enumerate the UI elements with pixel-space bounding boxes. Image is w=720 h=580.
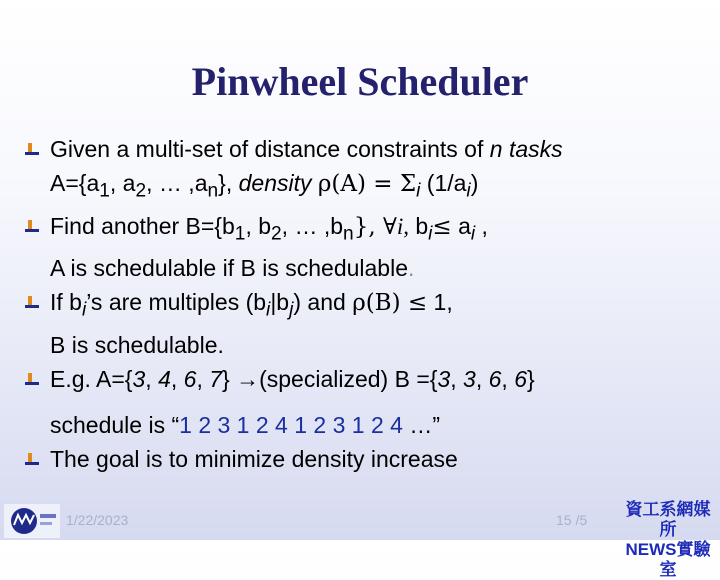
logo-icon bbox=[4, 504, 60, 538]
bullet-item-density-cont: $A=\{a_1$, $a_2$, … $,a_n$}, density $\rho(A) = \Sigma_i$ $(1/a_i)$ bbox=[50, 170, 479, 202]
schedule-sequence: 1 2 3 1 2 4 1 2 3 1 2 4 bbox=[179, 411, 403, 438]
bullet-item-goal: The goal is to minimize density increase bbox=[24, 442, 714, 476]
bullet-marker-icon bbox=[24, 294, 40, 310]
footer-date: 1/22/2023 bbox=[66, 512, 129, 528]
footer-organization: 資工系網媒所 NEWS實驗室 bbox=[625, 500, 711, 579]
bullet-item-example: E.g. A={3, 4, 6, 7} →(specialized) B ={3, 3, 6, 6} bbox=[24, 362, 714, 396]
bullet-list bbox=[24, 132, 714, 476]
bullet-item-find-b-cont: A is schedulable if B is schedulable. bbox=[50, 255, 415, 282]
slide-title: Pinwheel Scheduler bbox=[191, 59, 529, 104]
bullet-marker-icon bbox=[24, 141, 40, 157]
bullet-item-find-b: Find another $B=\{b_1$, $b_2$, … $,b_n$}, ∀i, $b_i\le a_i$ , bbox=[24, 209, 714, 252]
bullet-item-multiples: If $b_i’s$ are multiples $(b_i|b_j)$ and ρ(B) ≤ 1, bbox=[24, 285, 714, 328]
bullet-marker-icon bbox=[24, 371, 40, 387]
bullet-marker-icon bbox=[24, 218, 40, 234]
bullet-item-density: Given a multi-set of distance constraints of n tasks bbox=[24, 132, 714, 166]
bullet-item-example-cont: schedule is “1 2 3 1 2 4 1 2 3 1 2 4 …” bbox=[50, 411, 440, 438]
bullet-marker-icon bbox=[24, 451, 40, 467]
bullet-item-multiples-cont: B is schedulable. bbox=[50, 331, 224, 358]
footer-page-number: 15 /5 bbox=[556, 512, 588, 528]
